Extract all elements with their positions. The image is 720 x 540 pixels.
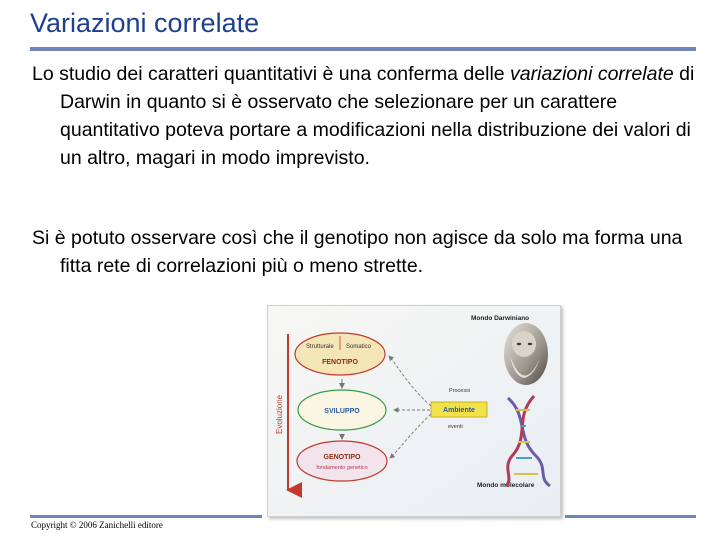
copyright-notice: Copyright © 2006 Zanichelli editore xyxy=(31,520,163,530)
label-fenotipo: FENOTIPO xyxy=(322,359,358,366)
darwin-portrait-image xyxy=(504,323,548,385)
label-genotipo-sub: fondamento genetico xyxy=(316,465,368,471)
footer-rule-right xyxy=(565,515,696,518)
label-sviluppo: SVILUPPO xyxy=(324,408,360,415)
evolution-diagram-figure xyxy=(267,305,561,517)
paragraph-genotipo: Si è potuto osservare così che il genotipo non agisce da solo ma forma una fitta rete di correlazioni più o meno strette. xyxy=(32,227,683,277)
label-somatico: Somatico xyxy=(346,344,372,350)
slide-title: Variazioni correlate xyxy=(30,8,260,38)
paragraph1-emphasis: variazioni correlate xyxy=(510,63,674,85)
title-underline xyxy=(30,47,696,51)
label-mondo-molecolare: Mondo molecolare xyxy=(477,482,535,489)
footer-rule-left xyxy=(30,515,262,518)
paragraph1-text-start: Lo studio dei caratteri quantitativi è una conferma delle xyxy=(32,63,511,85)
paragraph1-text-end: di Darwin in quanto si è osservato che selezionare per un carattere quantitativo poteva portare a modificazioni nella distribuzione dei valori di un altro, magari in modo imprevisto. xyxy=(60,63,695,169)
paragraph-variazioni xyxy=(32,60,696,172)
label-mondo-darwiniano: Mondo Darwiniano xyxy=(471,315,530,322)
label-strutturale: Strutturale xyxy=(306,344,334,350)
label-ambiente: Ambiente xyxy=(443,407,475,414)
label-genotipo: GENOTIPO xyxy=(323,454,361,461)
label-evoluzione: Evoluzione xyxy=(275,394,284,434)
evolution-diagram xyxy=(268,306,560,516)
label-processi: Processi xyxy=(449,388,471,394)
genotipo-ellipse xyxy=(297,441,387,481)
label-eventi: eventi xyxy=(448,424,463,430)
